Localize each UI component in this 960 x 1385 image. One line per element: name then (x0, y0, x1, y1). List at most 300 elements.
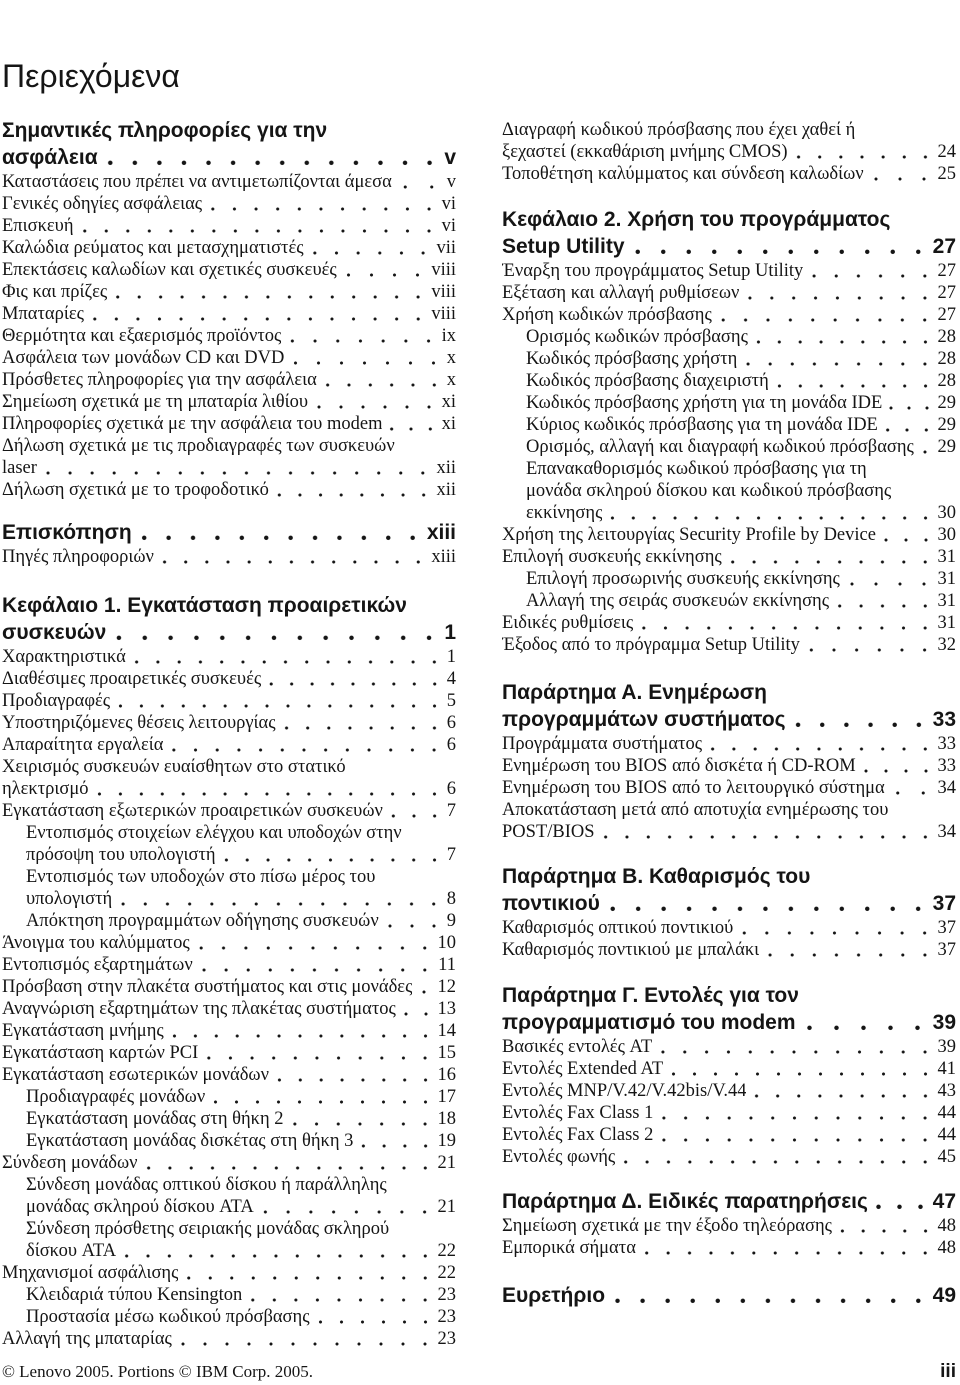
toc-entry-line (2, 1108, 456, 1130)
toc-entry-line (2, 347, 456, 369)
toc-entry-line (2, 1042, 456, 1064)
leader-dots (914, 436, 936, 458)
toc-entry-line (502, 1058, 956, 1080)
toc-entry-page-number: 6 (446, 779, 456, 799)
toc-entry (2, 435, 456, 479)
toc-entry-text: Ασφάλεια των μονάδων CD και DVD (2, 348, 285, 368)
toc-entry-text: Επιλογή προσωρινής συσκευής εκκίνησης (526, 569, 840, 589)
toc-entry-text: Αναγνώριση εξαρτημάτων της πλακέτας συστήματος (2, 999, 396, 1019)
leader-dots (269, 1064, 436, 1086)
toc-entry-line (502, 733, 956, 755)
leader-dots (178, 1262, 435, 1284)
toc-entry-text: δίσκου ATA (26, 1241, 117, 1261)
toc-entry-page-number: 37 (937, 940, 956, 960)
leader-dots (106, 619, 442, 646)
toc-entry (502, 304, 956, 326)
toc-entry-text: Εμπορικά σήματα (502, 1238, 636, 1258)
toc-heading-line (2, 519, 456, 546)
toc-entry-line (502, 414, 956, 436)
toc-heading-line (2, 144, 456, 171)
leader-dots (625, 233, 931, 260)
toc-entry-line (2, 1152, 456, 1174)
toc-entry (2, 1064, 456, 1086)
toc-entry-page-number: 28 (937, 371, 956, 391)
toc-entry-page-number: vii (436, 238, 456, 258)
toc-entry-page-number: 34 (937, 778, 956, 798)
leader-dots (759, 939, 935, 961)
toc-entry (2, 1284, 456, 1306)
toc-entry-text: Έναρξη του προγράμματος Setup Utility (502, 261, 804, 281)
toc-entry-text: Επιλογή συσκευής εκκίνησης (502, 547, 722, 567)
toc-entry-text: Σύνδεση μονάδας οπτικού δίσκου ή παράλληλης (26, 1175, 387, 1195)
toc-heading-page-number: 47 (932, 1190, 956, 1213)
leader-dots (107, 281, 429, 303)
toc-entry-page-number: x (446, 370, 456, 390)
leader-dots (786, 706, 931, 733)
toc-heading (2, 117, 456, 171)
toc-entry-page-number: 21 (437, 1197, 456, 1217)
toc-entry-line (502, 326, 956, 348)
leader-dots (396, 998, 436, 1020)
leader-dots (193, 954, 436, 976)
leader-dots (216, 844, 445, 866)
leader-dots (868, 1188, 931, 1215)
toc-section (2, 592, 456, 1350)
toc-entry-text: ξεχαστεί (εκκαθάριση μνήμης CMOS) (502, 142, 788, 162)
leader-dots (379, 910, 445, 932)
leader-dots (803, 260, 935, 282)
toc-entry-page-number: 7 (446, 801, 456, 821)
toc-heading-text: Παράρτημα Α. Ενημέρωση (502, 681, 767, 704)
leader-dots (832, 1215, 936, 1237)
toc-heading (502, 1282, 956, 1309)
leader-dots (74, 215, 440, 237)
leader-dots (652, 1036, 935, 1058)
toc-entry-line (502, 939, 956, 961)
toc-entry-line (502, 141, 956, 163)
toc-entry (502, 799, 956, 843)
toc-entry-text: Καλώδια ρεύματος και μετασχηματιστές (2, 238, 304, 258)
toc-entry (2, 1086, 456, 1108)
leader-dots (702, 733, 935, 755)
toc-entry-page-number: 41 (937, 1059, 956, 1079)
toc-entry (502, 260, 956, 282)
toc-entry-line (2, 1196, 456, 1218)
toc-heading-page-number: 37 (932, 892, 956, 915)
leader-dots (116, 1240, 435, 1262)
leader-dots (605, 1282, 931, 1309)
toc-entry-line (502, 799, 956, 821)
toc-entry-line (502, 304, 956, 326)
toc-entry-text: Υποστηριζόμενες θέσεις λειτουργίας (2, 713, 276, 733)
toc-entry-line (502, 1036, 956, 1058)
toc-entry-page-number: 10 (437, 933, 456, 953)
toc-section (502, 119, 956, 185)
toc-section (2, 519, 456, 568)
toc-entry-line (2, 546, 456, 568)
toc-entry-page-number: 6 (446, 713, 456, 733)
toc-entry-text: Απαραίτητα εργαλεία (2, 735, 164, 755)
toc-entry-text: Κωδικός πρόσβασης χρήστη για τη μονάδα IDE (526, 393, 883, 413)
toc-entry-line (2, 1174, 456, 1196)
toc-entry-line (2, 800, 456, 822)
toc-entry-line (2, 1020, 456, 1042)
toc-entry-text: Αλλαγή της μπαταρίας (2, 1329, 172, 1349)
toc-entry (502, 1237, 956, 1259)
toc-entry-line (2, 1284, 456, 1306)
toc-entry-page-number: 28 (937, 349, 956, 369)
leader-dots (190, 932, 436, 954)
toc-entry-page-number: xii (436, 480, 456, 500)
toc-heading-page-number: xiii (426, 521, 456, 544)
toc-entry-line (502, 1102, 956, 1124)
toc-entry (502, 524, 956, 546)
toc-entry-text: Δήλωση σχετικά με τις προδιαγραφές των συσκευών (2, 436, 395, 456)
toc-entry-page-number: 37 (937, 918, 956, 938)
toc-entry-page-number: 7 (446, 845, 456, 865)
toc-entry-line (2, 998, 456, 1020)
leader-dots (202, 193, 439, 215)
toc-entry (2, 1152, 456, 1174)
leader-dots (864, 163, 936, 185)
toc-entry-line (502, 370, 956, 392)
toc-section (2, 117, 456, 501)
toc-entry-page-number: 11 (438, 955, 456, 975)
toc-entry-text: Κωδικός πρόσβασης διαχειριστή (526, 371, 769, 391)
toc-entry-line (2, 712, 456, 734)
toc-entry-line (2, 668, 456, 690)
toc-entry-line (2, 756, 456, 778)
toc-entry (502, 733, 956, 755)
toc-entry-text: POST/BIOS (502, 822, 595, 842)
toc-column-left (2, 117, 456, 1350)
toc-entry-line (2, 1086, 456, 1108)
toc-entry-page-number: 4 (446, 669, 456, 689)
toc-entry-page-number: 48 (937, 1216, 956, 1236)
toc-section (502, 1282, 956, 1309)
toc-entry-text: ηλεκτρισμό (2, 779, 89, 799)
leader-dots (110, 690, 445, 712)
toc-heading-page-number: v (444, 146, 456, 169)
toc-entry (502, 1080, 956, 1102)
toc-heading-text: Παράρτημα Β. Καθαρισμός του (502, 865, 811, 888)
leader-dots (126, 646, 445, 668)
toc-entry-text: Καθαρισμός οπτικού ποντικιού (502, 918, 734, 938)
toc-entry-text: Προγράμματα συστήματος (502, 734, 703, 754)
leader-dots (653, 1102, 935, 1124)
toc-entry-text: Εντολές φωνής (502, 1147, 616, 1167)
toc-entry-page-number: 27 (937, 283, 956, 303)
toc-entry-page-number: 33 (937, 734, 956, 754)
toc-entry (2, 369, 456, 391)
toc-entry-text: Βασικές εντολές AT (502, 1037, 653, 1057)
toc-heading-text: προγραμματισμό του modem (502, 1011, 796, 1034)
leader-dots (138, 1152, 436, 1174)
toc-entry-line (2, 778, 456, 800)
toc-entry (2, 391, 456, 413)
toc-entry-line (502, 436, 956, 458)
leader-dots (37, 457, 435, 479)
toc-entry-page-number: 24 (937, 142, 956, 162)
toc-entry-text: Προστασία μέσω κωδικού πρόσβασης (26, 1307, 310, 1327)
leader-dots (878, 414, 936, 436)
toc-entry-text: εκκίνησης (526, 503, 603, 523)
leader-dots (882, 392, 935, 414)
toc-entry (502, 1036, 956, 1058)
toc-heading-text: προγραμμάτων συστήματος (502, 708, 786, 731)
toc-entry (2, 822, 456, 866)
toc-entry-text: Προδιαγραφές (2, 691, 111, 711)
toc-entry-text: Ορισμός, αλλαγή και διαγραφή κωδικού πρόσβασης (526, 437, 914, 457)
leader-dots (98, 144, 443, 171)
toc-heading-line (2, 117, 456, 144)
toc-entry-line (2, 822, 456, 844)
toc-entry-page-number: 27 (937, 305, 956, 325)
toc-entry (2, 546, 456, 568)
toc-entry (2, 281, 456, 303)
toc-entry-page-number: xi (441, 414, 456, 434)
toc-entry-line (2, 888, 456, 910)
toc-entry (2, 479, 456, 501)
toc-entry-page-number: viii (431, 282, 456, 302)
toc-heading-line (502, 1009, 956, 1036)
toc-entry (2, 1042, 456, 1064)
leader-dots (154, 546, 429, 568)
toc-entry (502, 568, 956, 590)
toc-entry-text: Επανακαθορισμός κωδικού πρόσβασης για τη (526, 459, 867, 479)
toc-entry-page-number: 30 (937, 525, 956, 545)
toc-entry-page-number: 34 (937, 822, 956, 842)
toc-entry-text: Σύνδεση πρόσθετης σειριακής μονάδας σκληρού (26, 1219, 390, 1239)
toc-entry-line (2, 932, 456, 954)
toc-entry-page-number: 13 (437, 999, 456, 1019)
toc-entry-text: Εγκατάσταση εσωτερικών μονάδων (2, 1065, 269, 1085)
toc-entry-text: μονάδας σκληρού δίσκου ATA (26, 1197, 254, 1217)
toc-entry-line (2, 1328, 456, 1350)
toc-entry-page-number: 43 (937, 1081, 956, 1101)
toc-heading-page-number: 39 (932, 1011, 956, 1034)
leader-dots (254, 1196, 436, 1218)
toc-entry-page-number: 31 (937, 547, 956, 567)
toc-entry (502, 777, 956, 799)
toc-entry-page-number: 5 (446, 691, 456, 711)
toc-entry-line (2, 1262, 456, 1284)
toc-heading-line (502, 1282, 956, 1309)
toc-heading-line (502, 1188, 956, 1215)
toc-entry-line (502, 590, 956, 612)
toc-entry (2, 215, 456, 237)
toc-entry-line (502, 917, 956, 939)
leader-dots (600, 890, 931, 917)
leader-dots (746, 1080, 935, 1102)
toc-heading-text: ποντικιού (502, 892, 600, 915)
toc-entry (502, 414, 956, 436)
toc-entry-text: Επεκτάσεις καλωδίων και σχετικές συσκευές (2, 260, 337, 280)
leader-dots (602, 502, 935, 524)
toc-entry (2, 1306, 456, 1328)
toc-entry (2, 712, 456, 734)
toc-entry (502, 370, 956, 392)
toc-entry (2, 998, 456, 1020)
toc-entry (2, 325, 456, 347)
toc-heading (502, 206, 956, 260)
toc-heading-line (502, 679, 956, 706)
toc-entry-line (2, 734, 456, 756)
toc-entry-page-number: 44 (937, 1125, 956, 1145)
toc-entry (502, 163, 956, 185)
toc-entry (502, 1058, 956, 1080)
toc-entry-page-number: 33 (937, 756, 956, 776)
toc-entry-line (2, 954, 456, 976)
toc-entry-line (2, 479, 456, 501)
toc-entry (2, 668, 456, 690)
leader-dots (712, 304, 936, 326)
toc-entry-text: Απόκτηση προγραμμάτων οδήγησης συσκευών (26, 911, 379, 931)
toc-entry-text: Εγκατάσταση εξωτερικών προαιρετικών συσκευών (2, 801, 383, 821)
toc-heading-page-number: 49 (932, 1284, 956, 1307)
leader-dots (796, 1009, 931, 1036)
toc-entry-line (2, 646, 456, 668)
leader-dots (829, 590, 935, 612)
footer-copyright: © Lenovo 2005. Portions © IBM Corp. 2005. (2, 1362, 314, 1381)
toc-entry-page-number: 31 (937, 613, 956, 633)
toc-entry-text: Θερμότητα και εξαερισμός προϊόντος (2, 326, 282, 346)
toc-entry-line (502, 163, 956, 185)
toc-entry (502, 392, 956, 414)
leader-dots (737, 348, 935, 370)
toc-entry-line (502, 1237, 956, 1259)
toc-entry-page-number: 45 (937, 1147, 956, 1167)
toc-entry-line (502, 634, 956, 656)
toc-entry-text: Εντολές MNP/V.42/V.42bis/V.44 (502, 1081, 747, 1101)
toc-heading-text: συσκευών (2, 621, 107, 644)
toc-entry-page-number: 8 (446, 889, 456, 909)
toc-entry-text: Δήλωση σχετικά με το τροφοδοτικό (2, 480, 269, 500)
toc-entry-text: Χρήση κωδικών πρόσβασης (502, 305, 712, 325)
leader-dots (281, 325, 439, 347)
toc-entry-text: Χειρισμός συσκευών ευαίσθητων στο στατικό (2, 757, 346, 777)
toc-entry-page-number: 31 (937, 591, 956, 611)
leader-dots (269, 479, 435, 501)
toc-entry-page-number: 18 (437, 1109, 456, 1129)
toc-entry (2, 259, 456, 281)
toc-entry-page-number: viii (431, 304, 456, 324)
toc-entry (2, 1130, 456, 1152)
leader-dots (172, 1328, 436, 1350)
toc-entry-text: Ενημέρωση του BIOS από δισκέτα ή CD-ROM (502, 756, 856, 776)
toc-entry-page-number: ix (441, 326, 456, 346)
toc-entry-text: Εξέταση και αλλαγή ρυθμίσεων (502, 283, 740, 303)
toc-entry-text: Εγκατάσταση μνήμης (2, 1021, 164, 1041)
toc-entry-text: Πρόσβαση στην πλακέτα συστήματος και στις μονάδες (2, 977, 413, 997)
toc-entry-line (502, 612, 956, 634)
toc-entry (502, 634, 956, 656)
toc-entry-page-number: xi (441, 392, 456, 412)
leader-dots (739, 282, 935, 304)
toc-entry-text: Αλλαγή της σειράς συσκευών εκκίνησης (526, 591, 830, 611)
toc-entry-page-number: v (446, 172, 456, 192)
leader-dots (615, 1146, 935, 1168)
toc-entry-page-number: 44 (937, 1103, 956, 1123)
toc-entry (2, 347, 456, 369)
toc-entry-page-number: 48 (937, 1238, 956, 1258)
toc-entry-text: Γενικές οδηγίες ασφάλειας (2, 194, 203, 214)
toc-entry-text: laser (2, 458, 37, 478)
toc-heading-line (502, 706, 956, 733)
toc-heading (502, 982, 956, 1036)
toc-entry-line (502, 260, 956, 282)
toc-entry-text: Προδιαγραφές μονάδων (26, 1087, 206, 1107)
leader-dots (788, 141, 936, 163)
toc-section (502, 1188, 956, 1259)
toc-entry-page-number: 23 (437, 1329, 456, 1349)
toc-entry-line (2, 303, 456, 325)
toc-entry-page-number: 32 (937, 635, 956, 655)
toc-entry-line (2, 910, 456, 932)
toc-heading-text: Παράρτημα Γ. Εντολές για τον (502, 984, 799, 1007)
leader-dots (308, 391, 440, 413)
toc-entry-line (2, 391, 456, 413)
toc-entry (2, 193, 456, 215)
toc-entry-page-number: 17 (437, 1087, 456, 1107)
leader-dots (112, 888, 445, 910)
toc-entry (2, 756, 456, 800)
toc-entry-text: Έξοδος από το πρόγραμμα Setup Utility (502, 635, 800, 655)
toc-section (502, 206, 956, 656)
toc-heading-line (502, 863, 956, 890)
toc-entry (502, 1146, 956, 1168)
toc-entry-line (2, 325, 456, 347)
toc-entry-line (502, 524, 956, 546)
toc-entry-page-number: 21 (437, 1153, 456, 1173)
leader-dots (284, 1108, 436, 1130)
toc-entry-line (502, 821, 956, 843)
toc-heading-page-number: 33 (932, 708, 956, 731)
toc-entry (502, 326, 956, 348)
toc-entry-page-number: 9 (446, 911, 456, 931)
leader-dots (769, 370, 936, 392)
toc-heading-page-number: 1 (444, 621, 456, 644)
toc-entry (502, 282, 956, 304)
toc-entry-page-number: 28 (937, 327, 956, 347)
toc-entry-line (502, 348, 956, 370)
toc-entry (2, 1174, 456, 1218)
toc-entry-text: Διαθέσιμες προαιρετικές συσκευές (2, 669, 262, 689)
toc-entry (502, 755, 956, 777)
leader-dots (89, 778, 445, 800)
leader-dots (748, 326, 936, 348)
leader-dots (164, 1020, 436, 1042)
leader-dots (261, 668, 445, 690)
toc-entry-line (2, 457, 456, 479)
leader-dots (310, 1306, 436, 1328)
toc-entry-page-number: xiii (431, 547, 456, 567)
toc-entry-text: Εντοπισμός εξαρτημάτων (2, 955, 193, 975)
toc-entry-line (502, 1215, 956, 1237)
toc-heading-text: Ευρετήριο (502, 1284, 606, 1307)
toc-entry (502, 119, 956, 163)
toc-entry (2, 413, 456, 435)
toc-entry-page-number: 29 (937, 393, 956, 413)
toc-entry-line (2, 1240, 456, 1262)
toc-entry-text: Χαρακτηριστικά (2, 647, 126, 667)
toc-entry-text: Επισκευή (2, 216, 74, 236)
toc-entry (502, 590, 956, 612)
toc-entry (2, 1108, 456, 1130)
toc-entry (2, 171, 456, 193)
toc-entry (2, 866, 456, 910)
toc-entry-page-number: 25 (937, 164, 956, 184)
